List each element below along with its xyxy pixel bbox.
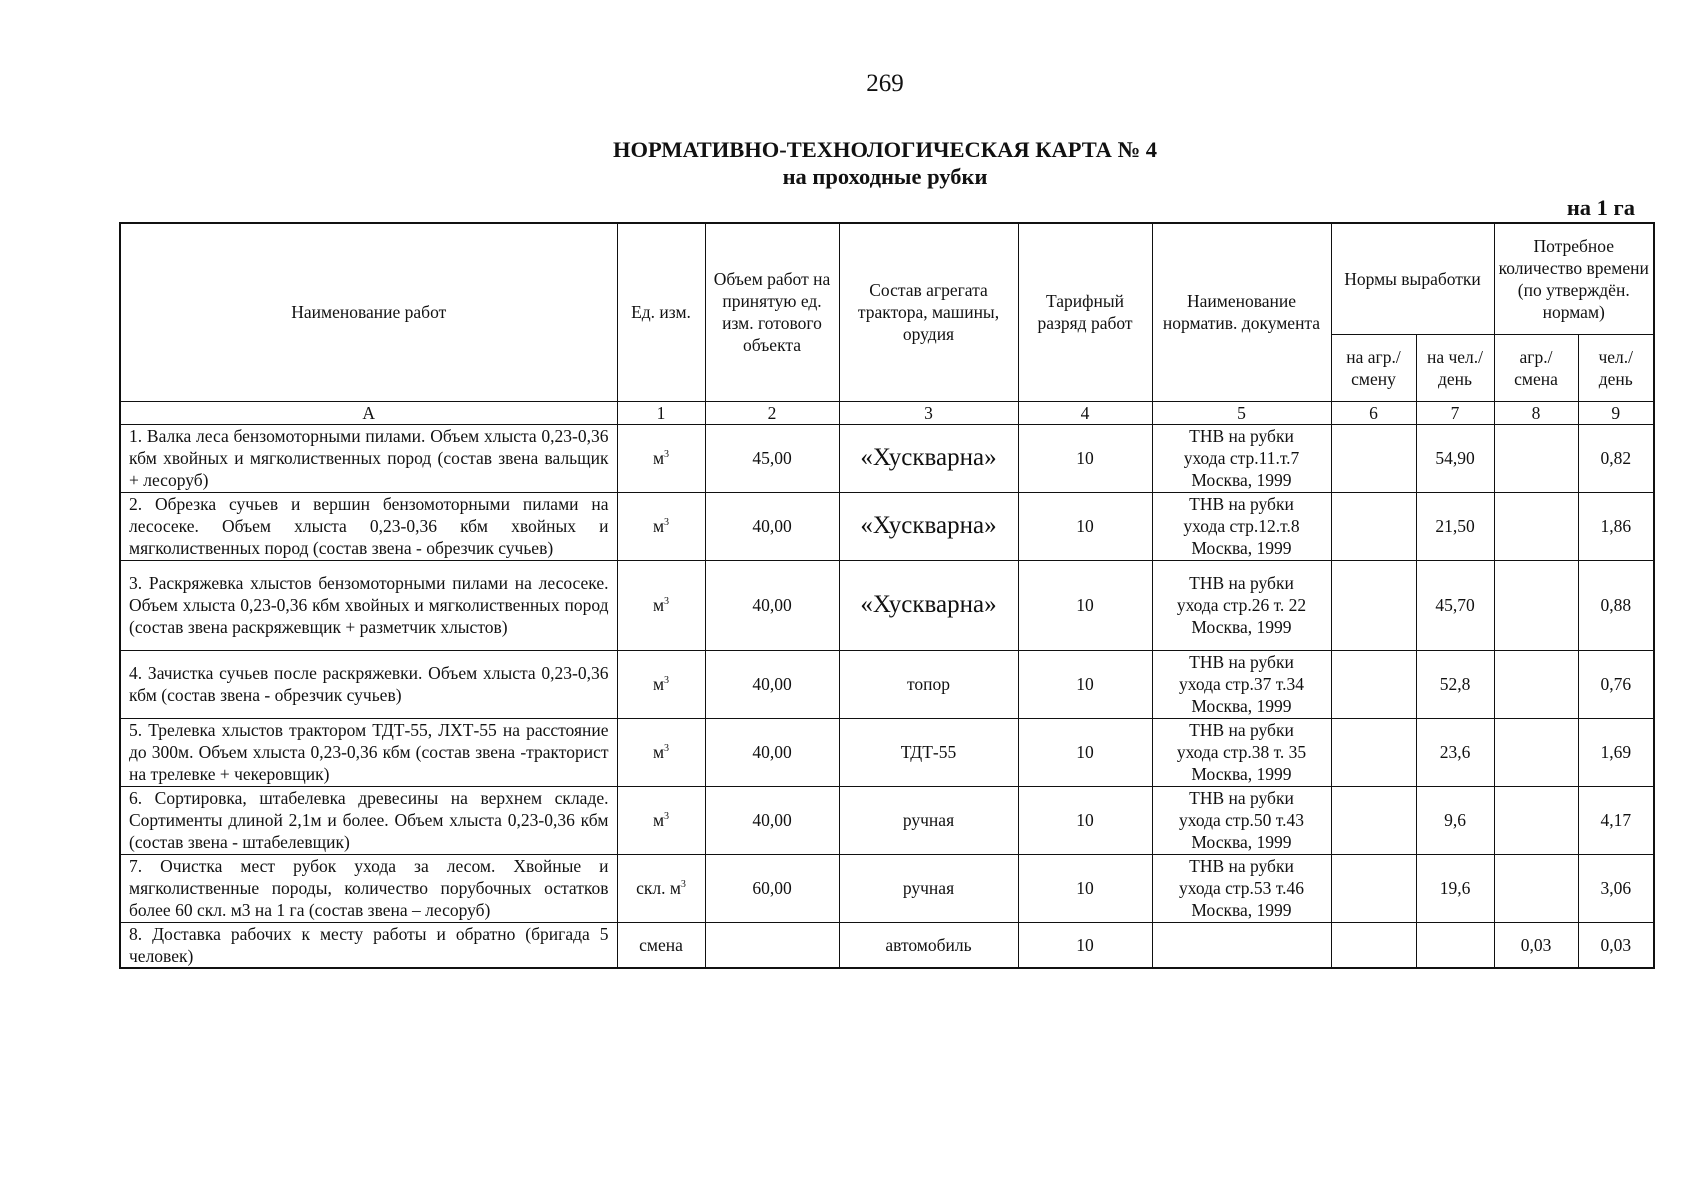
volume-cell [705,922,839,968]
document-cell: ТНВ на рубки ухода стр.12.т.8 Москва, 1999 [1152,492,1331,560]
volume-cell: 40,00 [705,560,839,650]
header-volume: Объем работ на принятую ед. изм. готового объекта [705,223,839,401]
document-cell: ТНВ на рубки ухода стр.26 т. 22 Москва, 1999 [1152,560,1331,650]
volume-cell: 40,00 [705,492,839,560]
norms-table [119,222,1655,969]
column-number: 5 [1152,401,1331,424]
column-number-row [120,401,1654,424]
norm-person-cell: 23,6 [1416,718,1494,786]
norm-agr-cell [1331,424,1416,492]
work-name-cell: 3. Раскряжевка хлыстов бензомоторными пилами на лесосеке. Объем хлыста 0,23-0,36 кбм хвойных и мягколиственных пород (состав звена раскряжевщик + разметчик хлыстов) [120,560,617,650]
column-number: 6 [1331,401,1416,424]
header-time-person: чел./ день [1578,334,1654,401]
page-number: 269 [866,70,904,97]
document-cell: ТНВ на рубки ухода стр.38 т. 35 Москва, 1999 [1152,718,1331,786]
column-number: 2 [705,401,839,424]
norm-agr-cell [1331,560,1416,650]
document-cell: ТНВ на рубки ухода стр.11.т.7 Москва, 1999 [1152,424,1331,492]
norm-agr-cell [1331,650,1416,718]
norm-agr-cell [1331,492,1416,560]
work-name-cell: 2. Обрезка сучьев и вершин бензомоторными пилами на лесосеке. Объем хлыста 0,23-0,36 кбм хвойных и мягколиственных пород (состав звена - обрезчик сучьев) [120,492,617,560]
table-row [120,786,1654,854]
norm-agr-cell [1331,854,1416,922]
column-number: 1 [617,401,705,424]
unit-cell: $м^3$ [617,718,705,786]
time-person-cell: 0,82 [1578,424,1654,492]
norm-agr-cell [1331,786,1416,854]
table-row [120,650,1654,718]
unit-cell: $м^3$ [617,650,705,718]
work-name-cell: 6. Сортировка, штабелевка древесины на верхнем складе. Сортименты длиной 2,1м и более. Объем хлыста 0,23-0,36 кбм (состав звена - штабелевщик) [120,786,617,854]
column-number: А [120,401,617,424]
table-row [120,492,1654,560]
time-agr-cell [1494,718,1578,786]
composition-cell: ТДТ-55 [839,718,1018,786]
volume-cell: 40,00 [705,650,839,718]
time-person-cell: 0,88 [1578,560,1654,650]
time-agr-cell [1494,650,1578,718]
unit-cell: $м^3$ [617,492,705,560]
work-name-cell: 5. Трелевка хлыстов трактором ТДТ-55, ЛХТ-55 на расстояние до 300м. Объем хлыста 0,23-0,36 кбм (состав звена -тракторист на трелевке + чекеровщик) [120,718,617,786]
composition-cell: ручная [839,854,1018,922]
unit-cell: $м^3$ [617,560,705,650]
column-number: 3 [839,401,1018,424]
time-person-cell: 0,76 [1578,650,1654,718]
document-cell: ТНВ на рубки ухода стр.50 т.43 Москва, 1999 [1152,786,1331,854]
header-unit: Ед. изм. [617,223,705,401]
unit-cell: смена [617,922,705,968]
table-row [120,854,1654,922]
table-row [120,718,1654,786]
time-person-cell: 0,03 [1578,922,1654,968]
header-work-name: Наименование работ [120,223,617,401]
column-number: 4 [1018,401,1152,424]
document-cell [1152,922,1331,968]
composition-cell: «Хускварна» [839,424,1018,492]
time-agr-cell [1494,786,1578,854]
norm-person-cell: 45,70 [1416,560,1494,650]
document-cell: ТНВ на рубки ухода стр.53 т.46 Москва, 1999 [1152,854,1331,922]
composition-cell: «Хускварна» [839,492,1018,560]
header-tariff: Тарифный разряд работ [1018,223,1152,401]
norm-person-cell [1416,922,1494,968]
norm-person-cell: 9,6 [1416,786,1494,854]
work-name-cell: 4. Зачистка сучьев после раскряжевки. Объем хлыста 0,23-0,36 кбм (состав звена - обрезчик сучьев) [120,650,617,718]
title-line-2: на проходные рубки [782,164,988,189]
tariff-cell: 10 [1018,854,1152,922]
header-time-agr: агр./ смена [1494,334,1578,401]
table-row [120,560,1654,650]
volume-cell: 40,00 [705,718,839,786]
norm-agr-cell [1331,718,1416,786]
tariff-cell: 10 [1018,424,1152,492]
work-name-cell: 1. Валка леса бензомоторными пилами. Объем хлыста 0,23-0,36 кбм хвойных и мягколиственных пород (состав звена вальщик + лесоруб) [120,424,617,492]
time-agr-cell: 0,03 [1494,922,1578,968]
time-agr-cell [1494,560,1578,650]
header-norms-agr: на агр./ смену [1331,334,1416,401]
norm-agr-cell [1331,922,1416,968]
unit-cell: скл. $м^3$ [617,854,705,922]
column-number: 7 [1416,401,1494,424]
composition-cell: автомобиль [839,922,1018,968]
composition-cell: ручная [839,786,1018,854]
time-person-cell: 1,69 [1578,718,1654,786]
tariff-cell: 10 [1018,718,1152,786]
table-row [120,922,1654,968]
work-name-cell: 8. Доставка рабочих к месту работы и обратно (бригада 5 человек) [120,922,617,968]
tariff-cell: 10 [1018,922,1152,968]
norm-person-cell: 21,50 [1416,492,1494,560]
document-title [0,136,1697,190]
document-cell: ТНВ на рубки ухода стр.37 т.34 Москва, 1999 [1152,650,1331,718]
column-number: 8 [1494,401,1578,424]
header-norms-person: на чел./ день [1416,334,1494,401]
table-row [120,424,1654,492]
composition-cell: «Хускварна» [839,560,1018,650]
composition-cell: топор [839,650,1018,718]
header-document: Наименование норматив. документа [1152,223,1331,401]
tariff-cell: 10 [1018,786,1152,854]
norm-person-cell: 52,8 [1416,650,1494,718]
time-person-cell: 3,06 [1578,854,1654,922]
time-agr-cell [1494,854,1578,922]
tariff-cell: 10 [1018,492,1152,560]
unit-cell: $м^3$ [617,786,705,854]
volume-cell: 45,00 [705,424,839,492]
tariff-cell: 10 [1018,560,1152,650]
norm-person-cell: 19,6 [1416,854,1494,922]
column-number: 9 [1578,401,1654,424]
work-name-cell: 7. Очистка мест рубок ухода за лесом. Хвойные и мягколиственные породы, количество порубочных остатков более 60 скл. м3 на 1 га (состав звена – лесоруб) [120,854,617,922]
time-agr-cell [1494,492,1578,560]
header-row-1 [120,223,1654,334]
time-person-cell: 4,17 [1578,786,1654,854]
norm-person-cell: 54,90 [1416,424,1494,492]
title-line-1: НОРМАТИВНО-ТЕХНОЛОГИЧЕСКАЯ КАРТА № 4 [612,137,1158,162]
volume-cell: 40,00 [705,786,839,854]
unit-note: на 1 га [1566,195,1635,220]
header-time: Потребное количество времени (по утверждён. нормам) [1494,223,1654,334]
time-person-cell: 1,86 [1578,492,1654,560]
volume-cell: 60,00 [705,854,839,922]
header-norms: Нормы выработки [1331,223,1494,334]
tariff-cell: 10 [1018,650,1152,718]
time-agr-cell [1494,424,1578,492]
header-composition: Состав агрегата трактора, машины, орудия [839,223,1018,401]
unit-cell: $м^3$ [617,424,705,492]
